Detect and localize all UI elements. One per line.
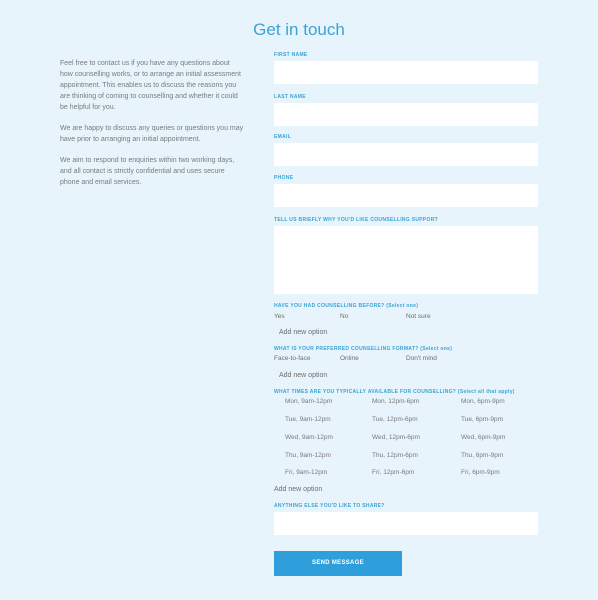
- time-option[interactable]: Thu, 12pm-6pm: [372, 452, 418, 459]
- time-option[interactable]: Wed, 9am-12pm: [285, 434, 333, 441]
- intro-paragraph-1: Feel free to contact us if you have any questions about how counselling works, or to arrange an initial assessment appointment. This enables us to discuss the reasons you are thinking of coming to counselling and whether it could be helpful for you.: [60, 60, 241, 111]
- reason-textarea[interactable]: [274, 226, 538, 294]
- time-option[interactable]: Tue, 6pm-9pm: [461, 416, 504, 423]
- format-question: WHAT IS YOUR PREFERRED COUNSELLING FORMAT?: [274, 346, 419, 352]
- had-counselling-label: [274, 303, 418, 309]
- time-option[interactable]: Fri, 12pm-6pm: [372, 469, 415, 476]
- intro-paragraph-2: We are happy to discuss any queries or questions you may have prior to arranging an initial appointment.: [60, 125, 244, 143]
- had-counselling-hint: (Select one): [386, 303, 419, 309]
- time-option[interactable]: Thu, 9am-12pm: [285, 452, 331, 459]
- option-face-to-face[interactable]: Face-to-face: [274, 355, 311, 362]
- time-option[interactable]: Mon, 6pm-9pm: [461, 398, 505, 405]
- page-title: Get in touch: [253, 20, 345, 40]
- email-label: EMAIL: [274, 134, 292, 140]
- times-question: WHAT TIMES ARE YOU TYPICALLY AVAILABLE FOR COUNSELLING?: [274, 389, 457, 395]
- time-option[interactable]: Wed, 12pm-6pm: [372, 434, 420, 441]
- intro-paragraph-3: We aim to respond to enquiries within two working days, and all contact is strictly confidential and uses secure phone and email services.: [60, 157, 235, 186]
- times-label: [274, 389, 515, 395]
- last-name-field[interactable]: [274, 103, 538, 126]
- add-option-link-times[interactable]: Add new option: [274, 486, 323, 493]
- add-option-link-format[interactable]: Add new option: [279, 372, 328, 379]
- times-hint: (Select all that apply): [457, 389, 515, 395]
- time-option[interactable]: Tue, 9am-12pm: [285, 416, 331, 423]
- option-not-sure[interactable]: Not sure: [406, 313, 431, 320]
- email-field[interactable]: [274, 143, 538, 166]
- time-option[interactable]: Wed, 6pm-9pm: [461, 434, 506, 441]
- reason-label: TELL US BRIEFLY WHY YOU'D LIKE COUNSELLING SUPPORT: [274, 217, 438, 223]
- format-hint: (Select one): [420, 346, 453, 352]
- time-option[interactable]: Fri, 6pm-9pm: [461, 469, 500, 476]
- anything-else-field[interactable]: [274, 512, 538, 535]
- time-option[interactable]: Tue, 12pm-6pm: [372, 416, 418, 423]
- option-yes[interactable]: Yes: [274, 313, 285, 320]
- time-option[interactable]: Mon, 9am-12pm: [285, 398, 333, 405]
- add-option-link-counselling[interactable]: Add new option: [279, 329, 328, 336]
- format-label: [274, 346, 452, 352]
- intro-text: [60, 58, 244, 198]
- option-online[interactable]: Online: [340, 355, 359, 362]
- had-counselling-question: HAVE YOU HAD COUNSELLING BEFORE?: [274, 303, 385, 309]
- last-name-label: LAST NAME: [274, 94, 306, 100]
- time-option[interactable]: Thu, 6pm-9pm: [461, 452, 504, 459]
- phone-field[interactable]: [274, 184, 538, 207]
- option-dont-mind[interactable]: Don't mind: [406, 355, 437, 362]
- time-option[interactable]: Mon, 12pm-6pm: [372, 398, 420, 405]
- time-option[interactable]: Fri, 9am-12pm: [285, 469, 328, 476]
- send-message-button[interactable]: SEND MESSAGE: [274, 551, 402, 576]
- anything-else-label: ANYTHING ELSE YOU'D LIKE TO SHARE?: [274, 503, 385, 509]
- option-no[interactable]: No: [340, 313, 349, 320]
- first-name-label: FIRST NAME: [274, 52, 308, 58]
- first-name-field[interactable]: [274, 61, 538, 84]
- phone-label: PHONE: [274, 175, 294, 181]
